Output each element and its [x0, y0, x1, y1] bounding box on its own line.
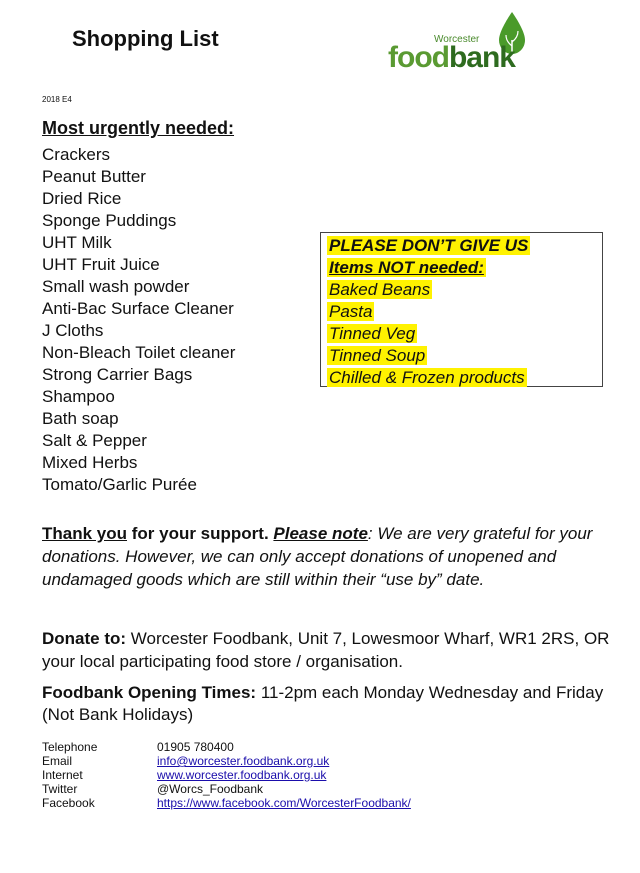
- please-note-label: Please note: [273, 524, 368, 543]
- list-item: UHT Milk: [42, 233, 112, 252]
- opening-times: [42, 682, 622, 726]
- twitter-handle: @Worcs_Foodbank: [157, 782, 264, 796]
- contact-label: Facebook: [42, 796, 95, 810]
- list-item: Bath soap: [42, 409, 119, 428]
- website-link[interactable]: www.worcester.foodbank.org.uk: [157, 768, 327, 782]
- reference-code: 2018 E4: [42, 95, 72, 104]
- list-item: Crackers: [42, 145, 111, 164]
- note-text: : We are very grateful for your donations. However, we can only accept donations of unopened and undamaged goods which are still within their “use by” date.: [42, 524, 593, 589]
- logo-word-food: food: [388, 41, 449, 74]
- contact-row-internet: [42, 768, 411, 782]
- not-needed-item: Tinned Veg: [329, 324, 416, 343]
- hours-label: Foodbank Opening Times:: [42, 683, 257, 702]
- list-item: Dried Rice: [42, 189, 122, 208]
- not-needed-item: Tinned Soup: [329, 346, 426, 365]
- donate-text: Worcester Foodbank, Unit 7, Lowesmoor Wharf, WR1 2RS, OR your local participating food store / organisation.: [42, 629, 610, 671]
- list-item: Mixed Herbs: [42, 453, 138, 472]
- contact-label: Email: [42, 754, 73, 768]
- not-needed-heading: PLEASE DON’T GIVE US: [329, 236, 529, 255]
- contact-label: Twitter: [42, 782, 78, 796]
- logo-word-bank: bank: [448, 41, 515, 74]
- not-needed-item: Pasta: [329, 302, 373, 321]
- list-item: J Cloths: [42, 321, 104, 340]
- contact-row-telephone: [42, 740, 411, 754]
- list-item: Sponge Puddings: [42, 211, 177, 230]
- telephone-value: 01905 780400: [157, 740, 234, 754]
- donate-label: Donate to:: [42, 629, 127, 648]
- contact-table: [42, 740, 411, 810]
- contact-label: Telephone: [42, 740, 98, 754]
- thank-you-text: Thank you: [42, 524, 128, 543]
- list-item: Anti-Bac Surface Cleaner: [42, 299, 234, 318]
- list-item: Strong Carrier Bags: [42, 365, 193, 384]
- donate-info: [42, 627, 622, 673]
- not-needed-item: Chilled & Frozen products: [329, 368, 525, 387]
- list-item: Small wash powder: [42, 277, 190, 296]
- not-needed-box: [320, 232, 603, 387]
- list-item: Non-Bleach Toilet cleaner: [42, 343, 236, 362]
- contact-row-facebook: [42, 796, 411, 810]
- not-needed-item: Baked Beans: [329, 280, 431, 299]
- list-item: Tomato/Garlic Purée: [42, 475, 197, 494]
- urgent-items-list: [42, 144, 235, 496]
- contact-row-twitter: [42, 782, 411, 796]
- list-item: UHT Fruit Juice: [42, 255, 160, 274]
- foodbank-logo: [388, 10, 538, 74]
- contact-label: Internet: [42, 768, 83, 782]
- page-title: Shopping List: [72, 26, 219, 51]
- urgent-heading: Most urgently needed:: [42, 118, 235, 138]
- hours-text: 11-2pm each Monday Wednesday and Friday (Not Bank Holidays): [42, 683, 604, 724]
- list-item: Salt & Pepper: [42, 431, 147, 450]
- contact-row-email: [42, 754, 411, 768]
- thank-rest-text: for your support.: [127, 524, 274, 543]
- list-item: Shampoo: [42, 387, 115, 406]
- not-needed-subheading: Items NOT needed:: [329, 258, 484, 277]
- email-link[interactable]: info@worcester.foodbank.org.uk: [157, 754, 330, 768]
- logo-subtitle: Worcester: [434, 34, 480, 45]
- list-item: Peanut Butter: [42, 167, 146, 186]
- logo-wordmark: [388, 41, 515, 75]
- facebook-link[interactable]: https://www.facebook.com/WorcesterFoodbank/: [157, 796, 411, 810]
- support-note: [42, 522, 602, 591]
